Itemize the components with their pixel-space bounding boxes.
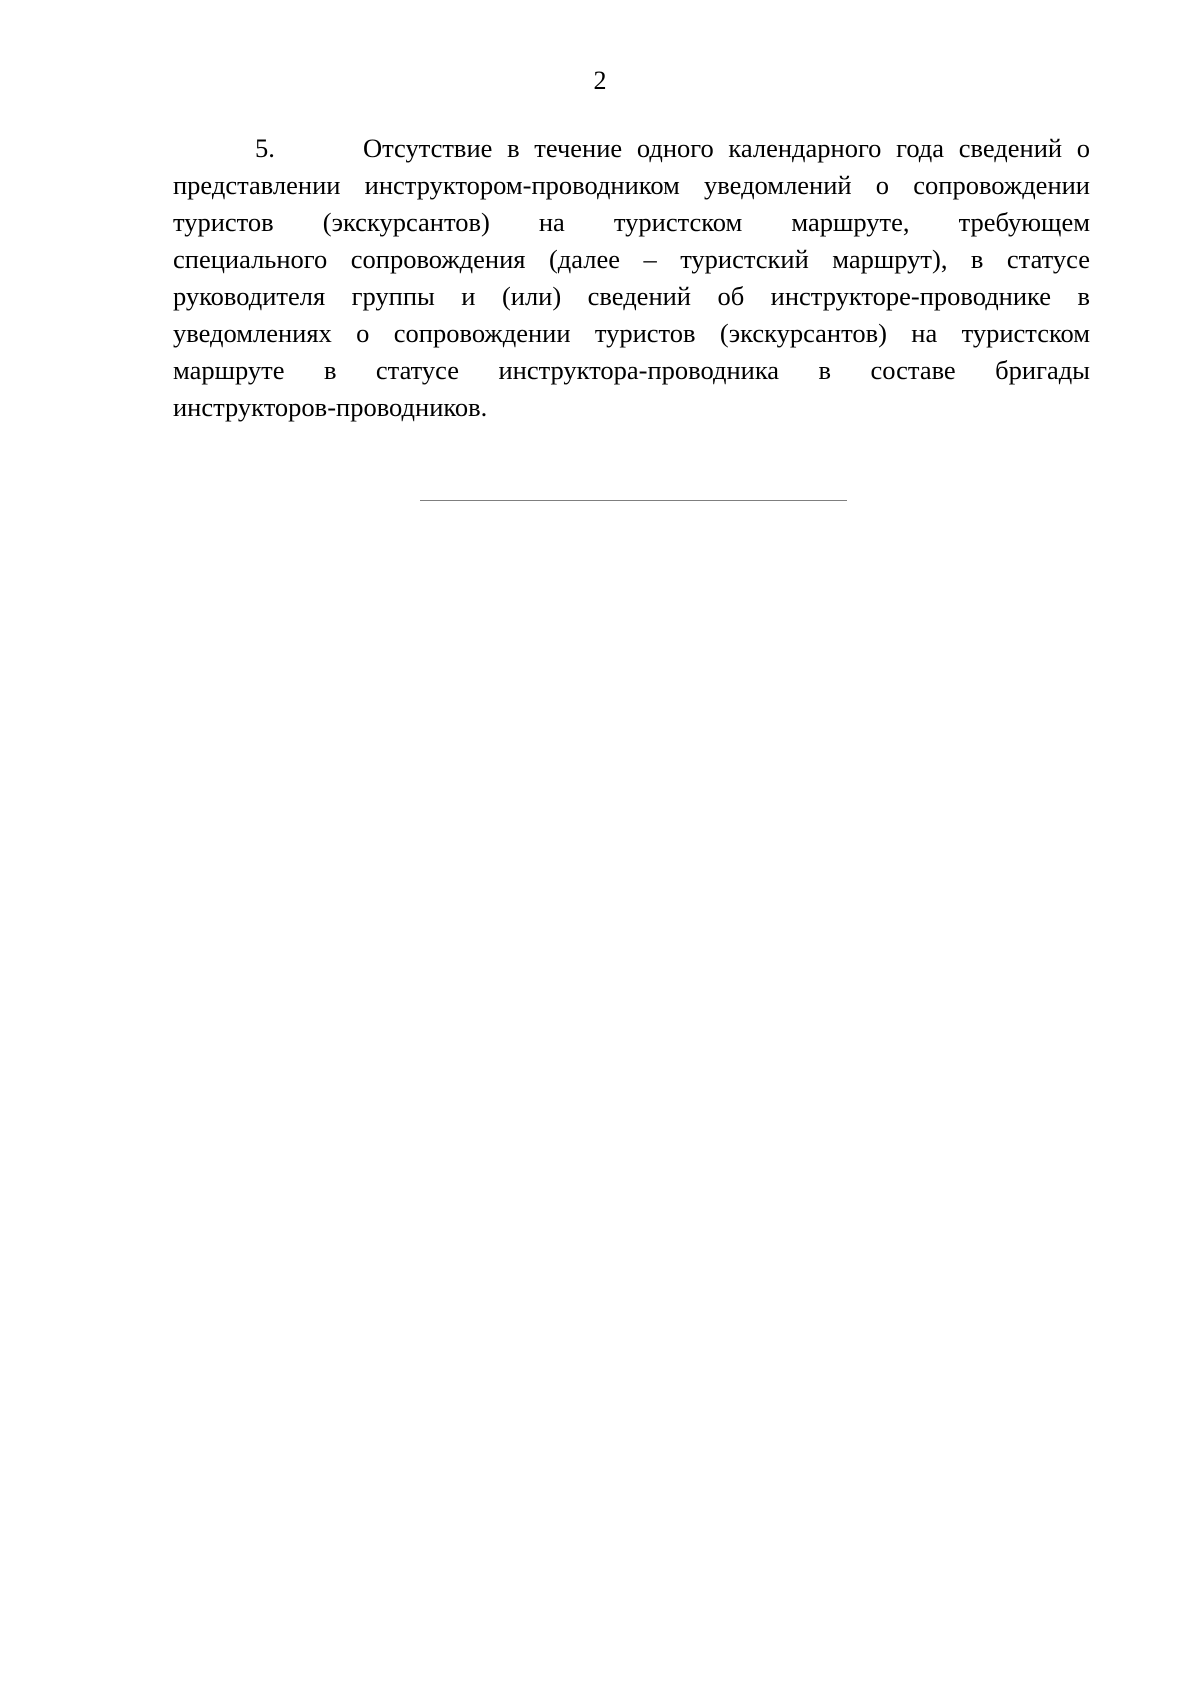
paragraph-line: 5. Отсутствие в течение одного календарного года сведений о [255, 133, 1090, 163]
paragraph-line: представлении инструктором-проводником уведомлений о сопровождении [173, 170, 1090, 200]
paragraph-line: руководителя группы и (или) сведений об инструкторе-проводнике в [173, 281, 1090, 311]
end-divider [420, 500, 847, 501]
paragraph-line: уведомлениях о сопровождении туристов (экскурсантов) на туристском [173, 318, 1090, 348]
paragraph-line: туристов (экскурсантов) на туристском маршруте, требующем [173, 207, 1090, 237]
paragraph-line: маршруте в статусе инструктора-проводника в составе бригады [173, 355, 1090, 385]
paragraph-item-5 [173, 130, 1090, 426]
paragraph-line: специального сопровождения (далее – туристский маршрут), в статусе [173, 244, 1090, 274]
paragraph-line: инструкторов-проводников. [173, 392, 488, 422]
page-number: 2 [593, 66, 607, 95]
